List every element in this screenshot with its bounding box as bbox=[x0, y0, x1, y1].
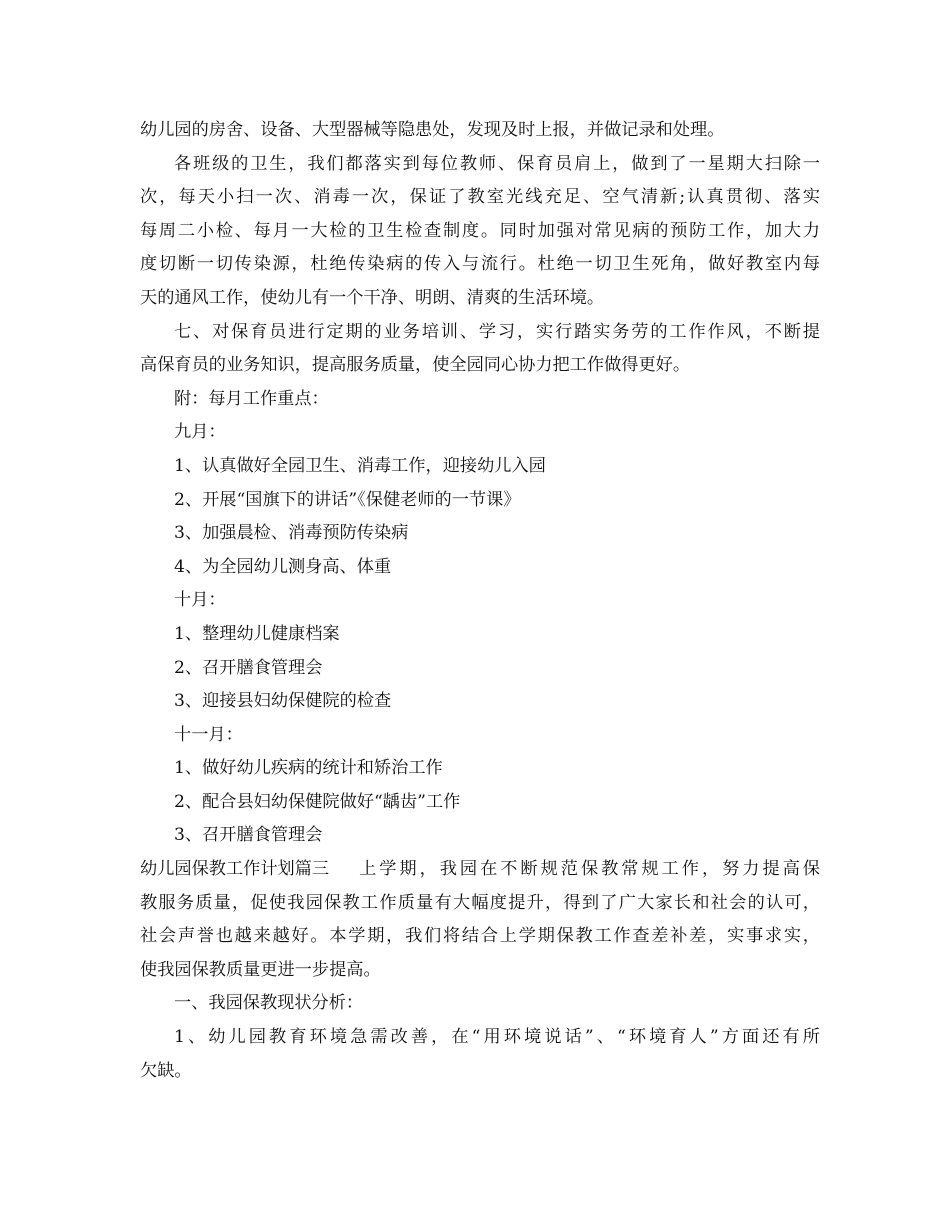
text-line: 1、幼儿园教育环境急需改善，在“用环境说话”、“环境育人”方面还有所 bbox=[174, 1027, 820, 1048]
text-line: 1、整理幼儿健康档案 bbox=[174, 623, 340, 644]
text-line: 2、召开膳食管理会 bbox=[174, 657, 323, 678]
text-line: 1、认真做好全园卫生、消毒工作，迎接幼儿入园 bbox=[174, 455, 546, 476]
text-line: 社会声誉也越来越好。本学期，我们将结合上学期保教工作查差补差，实事求实， bbox=[140, 926, 820, 947]
section-first-line-text: 上学期，我园在不断规范保教常规工作，努力提高保 bbox=[359, 859, 820, 880]
text-line: 一、我园保教现状分析： bbox=[174, 993, 364, 1014]
text-line: 次，每天小扫一次、消毒一次，保证了教室光线充足、空气清新;认真贯彻、落实 bbox=[140, 187, 820, 208]
text-line: 1、做好幼儿疾病的统计和矫治工作 bbox=[174, 758, 443, 779]
section-body-text-block bbox=[140, 887, 820, 1089]
text-line: 各班级的卫生，我们都落实到每位教师、保育员肩上，做到了一星期大扫除一 bbox=[174, 153, 820, 174]
text-line: 七、对保育员进行定期的业务培训、学习，实行踏实务劳的工作作风，不断提 bbox=[174, 321, 820, 342]
text-line: 附：每月工作重点： bbox=[174, 388, 329, 409]
section-title: 幼儿园保教工作计划篇三 bbox=[140, 859, 330, 880]
document-page bbox=[140, 114, 820, 1088]
text-line: 高保育员的业务知识，提高服务质量，使全园同心协力把工作做得更好。 bbox=[140, 355, 691, 376]
text-line: 欠缺。 bbox=[140, 1060, 192, 1081]
text-line: 天的通风工作，使幼儿有一个干净、明朗、清爽的生活环境。 bbox=[140, 287, 605, 308]
text-line: 2、配合县妇幼保健院做好“龋齿”工作 bbox=[174, 791, 461, 812]
text-line: 3、加强晨检、消毒预防传染病 bbox=[174, 523, 409, 544]
text-line: 十月： bbox=[174, 590, 226, 611]
text-line: 九月： bbox=[174, 422, 226, 443]
section-heading-line bbox=[140, 853, 820, 887]
body-text-block bbox=[140, 114, 820, 853]
text-line: 教服务质量，促使我园保教工作质量有大幅度提升，得到了广大家长和社会的认可， bbox=[140, 892, 820, 913]
text-line: 度切断一切传染源，杜绝传染病的传入与流行。杜绝一切卫生死角，做好教室内每 bbox=[140, 254, 820, 275]
text-line: 3、召开膳食管理会 bbox=[174, 825, 323, 846]
text-line: 4、为全园幼儿测身高、体重 bbox=[174, 556, 392, 577]
text-line: 每周二小检、每月一大检的卫生检查制度。同时加强对常见病的预防工作，加大力 bbox=[140, 220, 820, 241]
text-line: 使我园保教质量更进一步提高。 bbox=[140, 959, 381, 980]
text-line: 2、开展“国旗下的讲话”《保健老师的一节课》 bbox=[174, 489, 521, 510]
text-line: 3、迎接县妇幼保健院的检查 bbox=[174, 691, 392, 712]
text-line: 十一月： bbox=[174, 724, 243, 745]
text-line: 幼儿园的房舍、设备、大型器械等隐患处，发现及时上报，并做记录和处理。 bbox=[140, 120, 725, 140]
